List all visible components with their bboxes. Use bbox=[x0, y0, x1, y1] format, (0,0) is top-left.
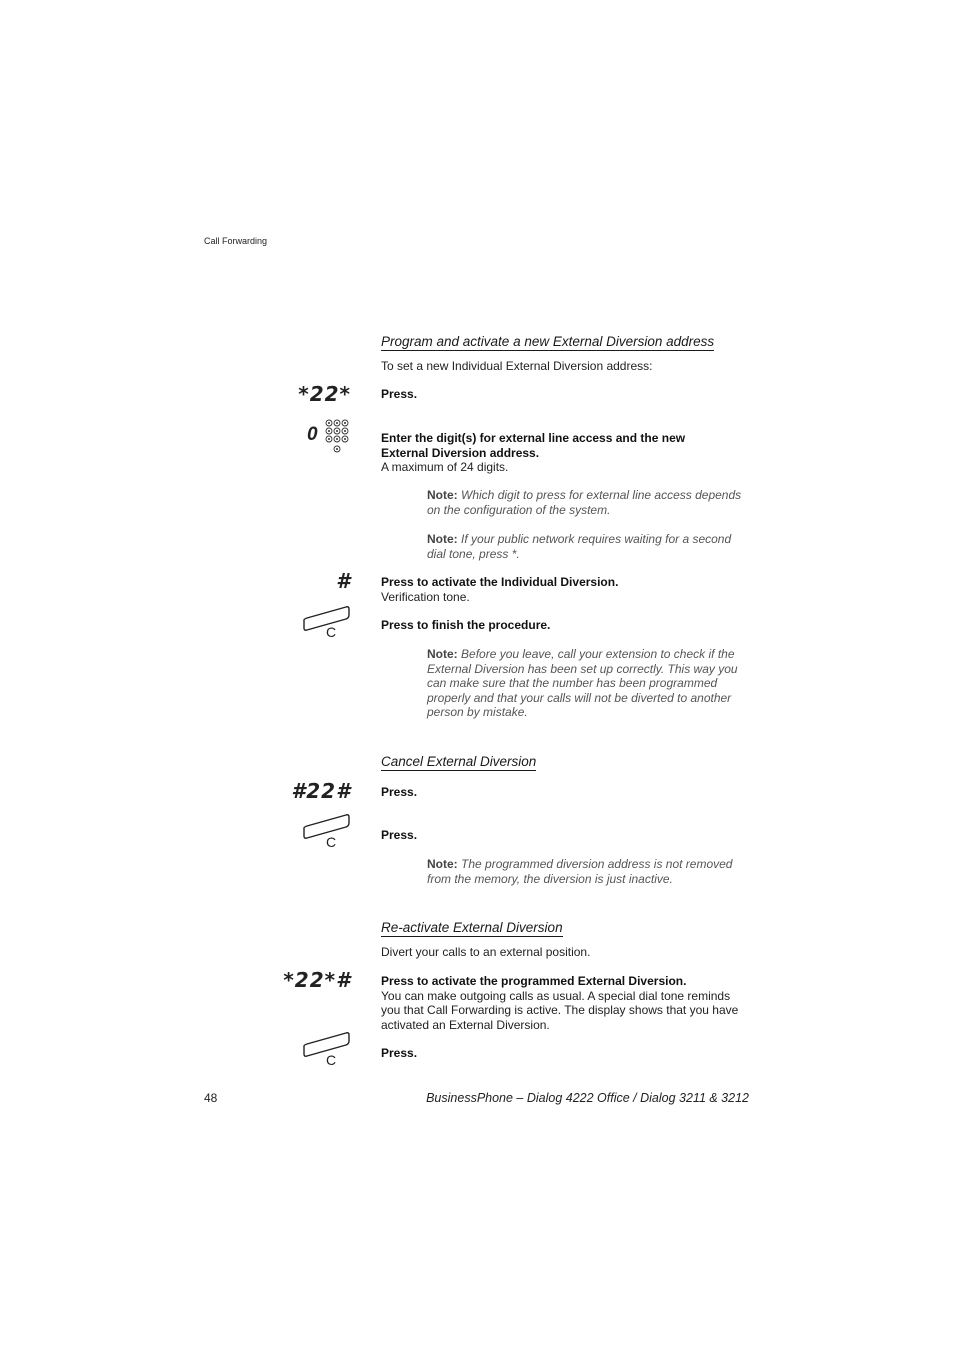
step2-sub: A maximum of 24 digits. bbox=[381, 460, 509, 474]
step3-line: Press to activate the Individual Diversion. bbox=[381, 575, 619, 589]
note-1 bbox=[427, 488, 751, 517]
reactivate-step1 bbox=[381, 974, 751, 1032]
note-text: The programmed diversion address is not removed from the memory, the diversion is just inactive. bbox=[427, 857, 733, 886]
heading-reactivate: Re-activate External Diversion bbox=[381, 920, 563, 935]
code-star22starhash: *22*# bbox=[283, 968, 351, 992]
note-label: Note: bbox=[427, 647, 458, 661]
heading-cancel: Cancel External Diversion bbox=[381, 754, 537, 769]
code-hash: # bbox=[336, 569, 351, 593]
footer-title: BusinessPhone – Dialog 4222 Office / Dialog 3211 & 3212 bbox=[426, 1091, 749, 1105]
step2-line1: Enter the digit(s) for external line access and the new bbox=[381, 431, 686, 445]
program-step2 bbox=[381, 431, 751, 475]
note-4 bbox=[427, 857, 751, 886]
handset-key-label: C bbox=[326, 624, 337, 640]
note-3 bbox=[427, 647, 751, 720]
note-text: If your public network requires waiting for a second dial tone, press *. bbox=[427, 532, 732, 561]
code-star22star: *22* bbox=[298, 382, 351, 406]
digit-zero: 0 bbox=[307, 424, 318, 445]
cancel-step1: Press. bbox=[381, 785, 418, 799]
cancel-step2: Press. bbox=[381, 828, 418, 842]
note-text: Before you leave, call your extension to check if the External Diversion has been set up correctly. This way you can make sure that the number has been programmed properly and that your calls will not be diverted to another person by mistake. bbox=[427, 647, 738, 719]
code-hash22hash: #22# bbox=[291, 779, 351, 803]
keypad-icon bbox=[324, 419, 352, 455]
reactivate-step1-sub: You can make outgoing calls as usual. A special dial tone reminds you that Call Forwarding is active. The display shows that you have activated an External Diversion. bbox=[381, 988, 739, 1032]
reactivate-step1-line: Press to activate the programmed External Diversion. bbox=[381, 974, 687, 988]
heading-program: Program and activate a new External Diversion address bbox=[381, 334, 715, 349]
note-2 bbox=[427, 532, 751, 561]
page-number: 48 bbox=[204, 1091, 218, 1105]
handset-key-label: C bbox=[326, 834, 337, 850]
note-label: Note: bbox=[427, 532, 458, 546]
program-step3 bbox=[381, 575, 751, 604]
program-intro: To set a new Individual External Diversion address: bbox=[381, 359, 653, 373]
note-text: Which digit to press for external line access depends on the configuration of the system. bbox=[427, 488, 742, 517]
section-label: Call Forwarding bbox=[204, 236, 268, 246]
reactivate-step2: Press. bbox=[381, 1046, 418, 1060]
note-label: Note: bbox=[427, 857, 458, 871]
reactivate-intro: Divert your calls to an external position. bbox=[381, 945, 591, 959]
step3-sub: Verification tone. bbox=[381, 589, 470, 604]
step2-line2: External Diversion address. bbox=[381, 445, 540, 460]
handset-key-label: C bbox=[326, 1052, 337, 1068]
note-label: Note: bbox=[427, 488, 458, 502]
program-step1: Press. bbox=[381, 387, 418, 401]
program-step4: Press to finish the procedure. bbox=[381, 618, 551, 632]
